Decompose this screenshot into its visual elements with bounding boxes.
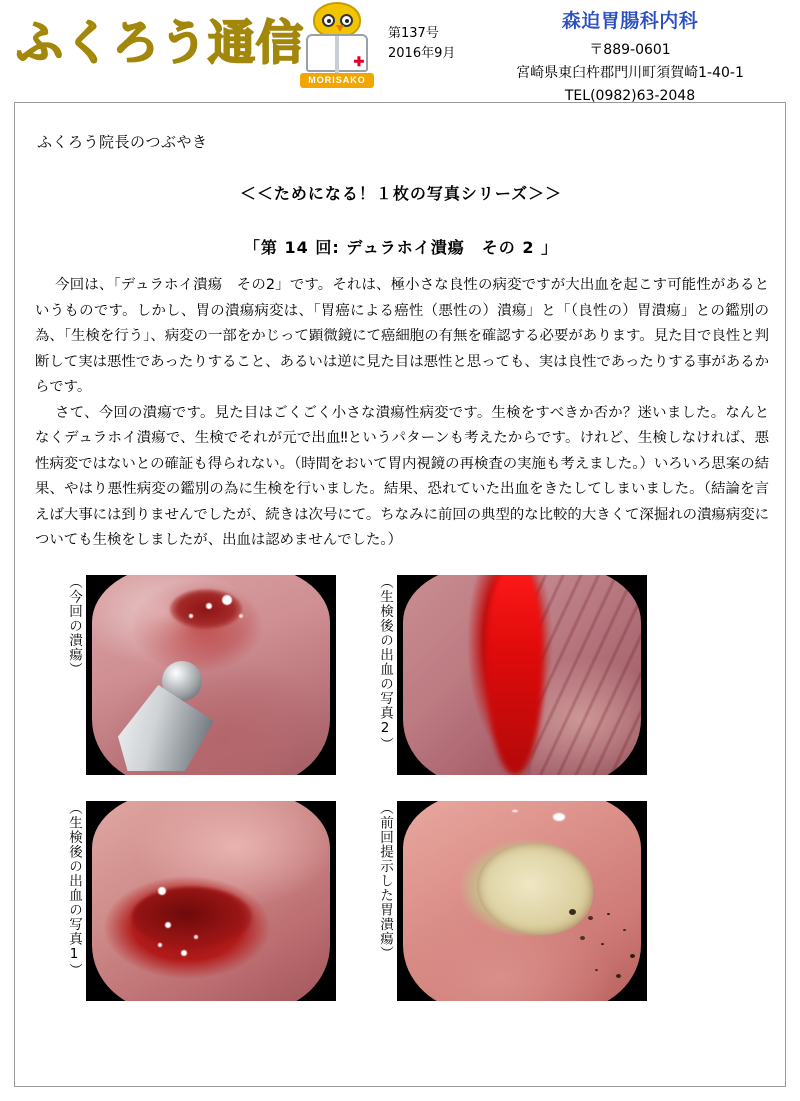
newsletter-title: ふくろう通信 — [16, 16, 304, 71]
endoscopy-photo-current-ulcer — [86, 575, 336, 775]
ulcer-base — [477, 843, 593, 935]
blood-pool — [132, 887, 252, 947]
photo-grid — [65, 575, 765, 1027]
ulcer-debris-spots — [569, 909, 576, 915]
owl-eye-left-icon — [322, 14, 335, 27]
photo-item-previous-ulcer — [376, 801, 647, 1001]
endoscopy-lumen — [403, 801, 641, 1001]
gastric-folds — [531, 575, 641, 775]
photo-item-bleeding-2 — [376, 575, 647, 775]
clinic-postal-code: 〒889-0601 — [589, 42, 671, 58]
clinic-name: 森迫胃腸科内科 — [561, 10, 699, 32]
mucus-highlight — [553, 813, 565, 821]
ulcer-lesion — [170, 589, 242, 629]
mucus-bubbles — [158, 887, 166, 895]
medical-cross-icon: ✚ — [353, 54, 365, 69]
photo-row-top — [65, 575, 765, 775]
newsletter-body-frame — [14, 102, 786, 1087]
photo-caption-previous-ulcer: （前回提示した胃潰瘍） — [377, 801, 393, 961]
owl-doctor-icon — [300, 2, 374, 90]
endoscopy-lumen — [92, 575, 330, 775]
article-paragraph-1: 今回は、「デュラホイ潰瘍 その2」です。それは、極小さな良性の病変ですが大出血を起こす可能性があるというものです。しかし、胃の潰瘍病変は、「胃癌による癌性（悪性の）潰瘍」と「（良性の）胃潰瘍」との鑑別の為、「生検を行う」、病変の一部をかじって顕微鏡にて癌細胞の有無を確認する必要があります。見た目で良性と判断して実は悪性であったりすること、あるいは逆に見た目は悪性と思っても、実は良性であったりする事があるからです。 — [35, 277, 769, 395]
issue-date: 2016年9月 — [388, 46, 456, 61]
owl-beak-icon — [336, 25, 344, 32]
clinic-info — [470, 6, 790, 108]
clinic-address: 宮崎県東臼杵郡門川町須賀崎1-40-1 — [516, 65, 744, 81]
endoscopy-photo-previous-ulcer — [397, 801, 647, 1001]
photo-row-bottom — [65, 801, 765, 1001]
blood-stream — [487, 575, 543, 775]
owl-head-icon — [313, 2, 361, 38]
masthead — [0, 0, 800, 104]
logo-name-badge: MORISAKO — [300, 73, 374, 88]
series-title: ＜＜ためになる！１枚の写真シリーズ＞＞ — [239, 184, 563, 203]
owl-labcoat-icon — [306, 34, 368, 72]
issue-info — [388, 24, 455, 64]
endoscopy-lumen — [403, 575, 641, 775]
clinic-telephone: TEL(0982)63-2048 — [564, 88, 696, 104]
photo-item-current-ulcer — [65, 575, 336, 775]
whisper-heading: ふくろう院長のつぶやき — [37, 133, 208, 151]
issue-number: 第137号 — [388, 26, 439, 41]
endoscopy-lumen — [92, 801, 330, 1001]
mucus-highlight — [222, 595, 232, 605]
photo-caption-current-ulcer: （今回の潰瘍） — [66, 575, 82, 677]
article-text — [35, 273, 769, 554]
photo-caption-bleeding-1: （生検後の出血の写真1） — [66, 801, 82, 978]
endoscopy-photo-bleeding-2 — [397, 575, 647, 775]
biopsy-forceps-body — [118, 685, 214, 771]
episode-title: 「第 14 回: デュラホイ潰瘍 その 2 」 — [243, 238, 559, 257]
photo-item-bleeding-1 — [65, 801, 336, 1001]
photo-caption-bleeding-2: （生検後の出血の写真2） — [377, 575, 393, 752]
endoscopy-photo-bleeding-1 — [86, 801, 336, 1001]
article-paragraph-2: さて、今回の潰瘍です。見た目はごくごく小さな潰瘍性病変です。生検をすべきか否か？迷いました。なんとなくデュラホイ潰瘍で、生検でそれが元で出血‼というパターンも考えたからです。けれど、生検しなければ、悪性病変ではないとの確証も得られない。（時間をおいて胃内視鏡の再検査の実施も考えました。）いろいろ思案の結果、やはり悪性病変の鑑別の為に生検を行いました。結果、恐れていた出血をきたしてしまいました。（結論を言えば大事には到りませんでしたが、続きは次号にて。ちなみに前回の典型的な比較的大きくて深掘れの潰瘍病変についても生検をしましたが、出血は認めませんでした。） — [35, 404, 769, 548]
